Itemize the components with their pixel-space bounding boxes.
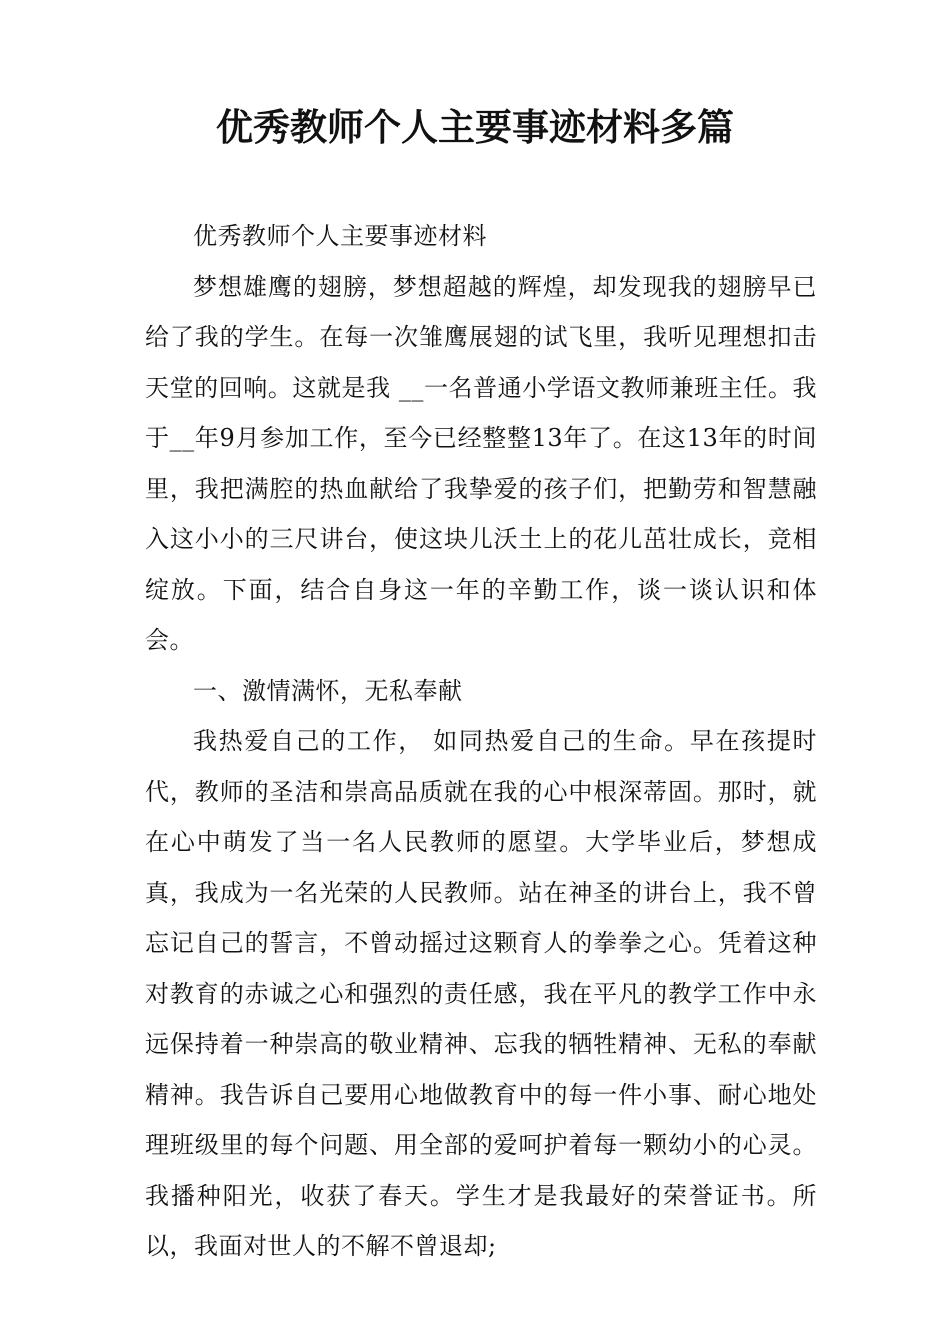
section-heading: 一、激情满怀，无私奉献 bbox=[193, 676, 463, 705]
paragraph-intro: 梦想雄鹰的翅膀，梦想超越的辉煌，却发现我的翅膀早已给了我的学生。在每一次雏鹰展翅的试飞里，我听见理想扣击天堂的回响。这就是我 __一名普通小学语文教师兼班主任。我于__年9月参加工作，至今已经整整13年了。在这13年的时间里，我把满腔的热血献给了我挚爱的孩子们，把勤劳和智慧融入这小小的三尺讲台，使这块儿沃土上的花儿茁壮成长，竞相绽放。下面，结合自身这一年的辛勤工作，谈一谈认识和体会。 bbox=[145, 272, 817, 654]
paragraph-body: 我热爱自己的工作， 如同热爱自己的生命。早在孩提时代，教师的圣洁和崇高品质就在我的心中根深蒂固。那时，就在心中萌发了当一名人民教师的愿望。大学毕业后，梦想成真，我成为一名光荣的人民教师。站在神圣的讲台上，我不曾忘记自己的誓言，不曾动摇过这颗育人的拳拳之心。凭着这种对教育的赤诚之心和强烈的责任感，我在平凡的教学工作中永远保持着一种崇高的敬业精神、忘我的牺牲精神、无私的奉献精神。我告诉自己要用心地做教育中的每一件小事、耐心地处理班级里的每个问题、用全部的爱呵护着每一颗幼小的心灵。我播种阳光，收获了春天。学生才是我最好的荣誉证书。所以，我面对世人的不解不曾退却; bbox=[145, 727, 817, 1260]
section-subtitle: 优秀教师个人主要事迹材料 bbox=[193, 222, 487, 250]
document-body bbox=[145, 211, 817, 1272]
document-title: 优秀教师个人主要事迹材料多篇 bbox=[216, 106, 734, 149]
